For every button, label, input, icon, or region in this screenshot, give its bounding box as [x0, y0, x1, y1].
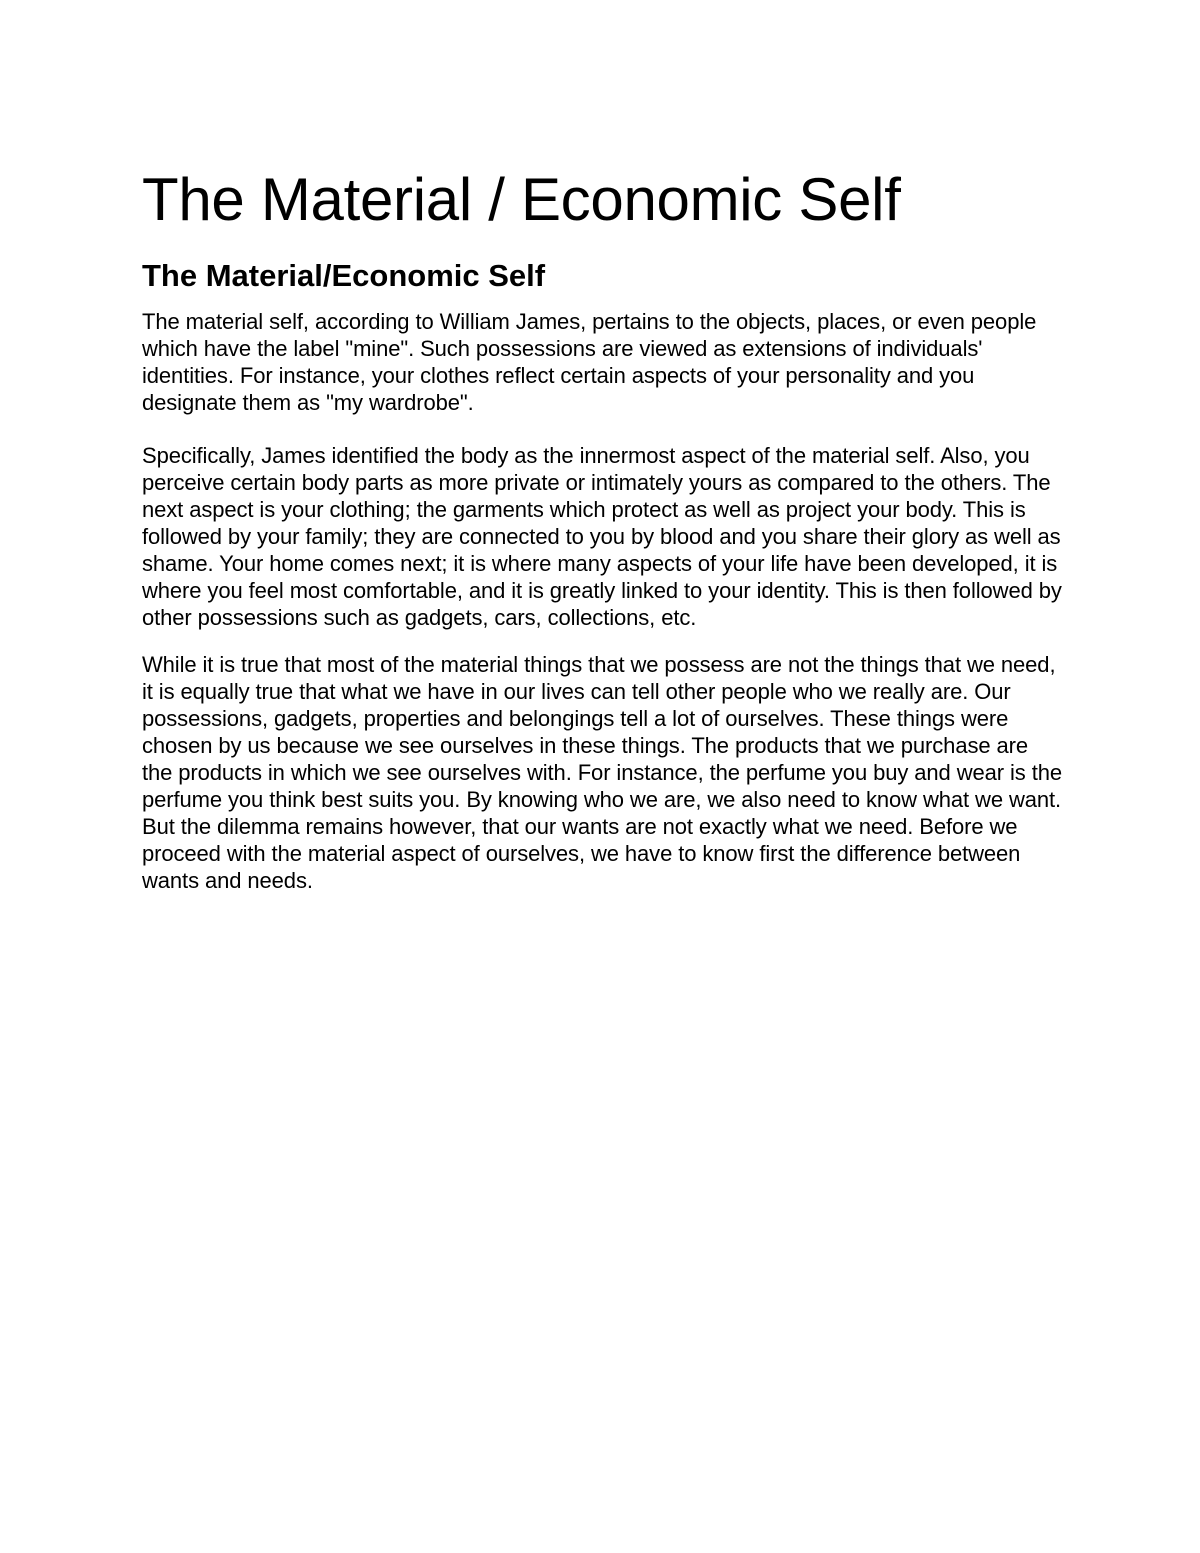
paragraph-1: The material self, according to William James, pertains to the objects, places, or even people which have the label "mine". Such possessions are viewed as extensions of individuals' identities. For instance, your clothes reflect certain aspects of your personality and you designate them as "my wardrobe". — [142, 309, 1037, 415]
document-page — [142, 166, 1062, 894]
section-heading: The Material/Economic Self — [142, 258, 546, 293]
document-title: The Material / Economic Self — [142, 166, 901, 233]
paragraph-3: While it is true that most of the material things that we possess are not the things that we need, it is equally true that what we have in our lives can tell other people who we really are. Our possessions, gadgets, properties and belongings tell a lot of ourselves. These things were chosen by us because we see ourselves in these things. The products that we purchase are the products in which we see ourselves with. For instance, the perfume you buy and wear is the perfume you think best suits you. By knowing who we are, we also need to know what we want. But the dilemma remains however, that our wants are not exactly what we need. Before we proceed with the material aspect of ourselves, we have to know first the difference between wants and needs. — [142, 652, 1062, 893]
paragraph-2: Specifically, James identified the body as the innermost aspect of the material self. Also, you perceive certain body parts as more private or intimately yours as compared to the others. The next aspect is your clothing; the garments which protect as well as project your body. This is followed by your family; they are connected to you by blood and you share their glory as well as shame. Your home comes next; it is where many aspects of your life have been developed, it is where you feel most comfortable, and it is greatly linked to your identity. This is then followed by other possessions such as gadgets, cars, collections, etc. — [142, 443, 1062, 630]
